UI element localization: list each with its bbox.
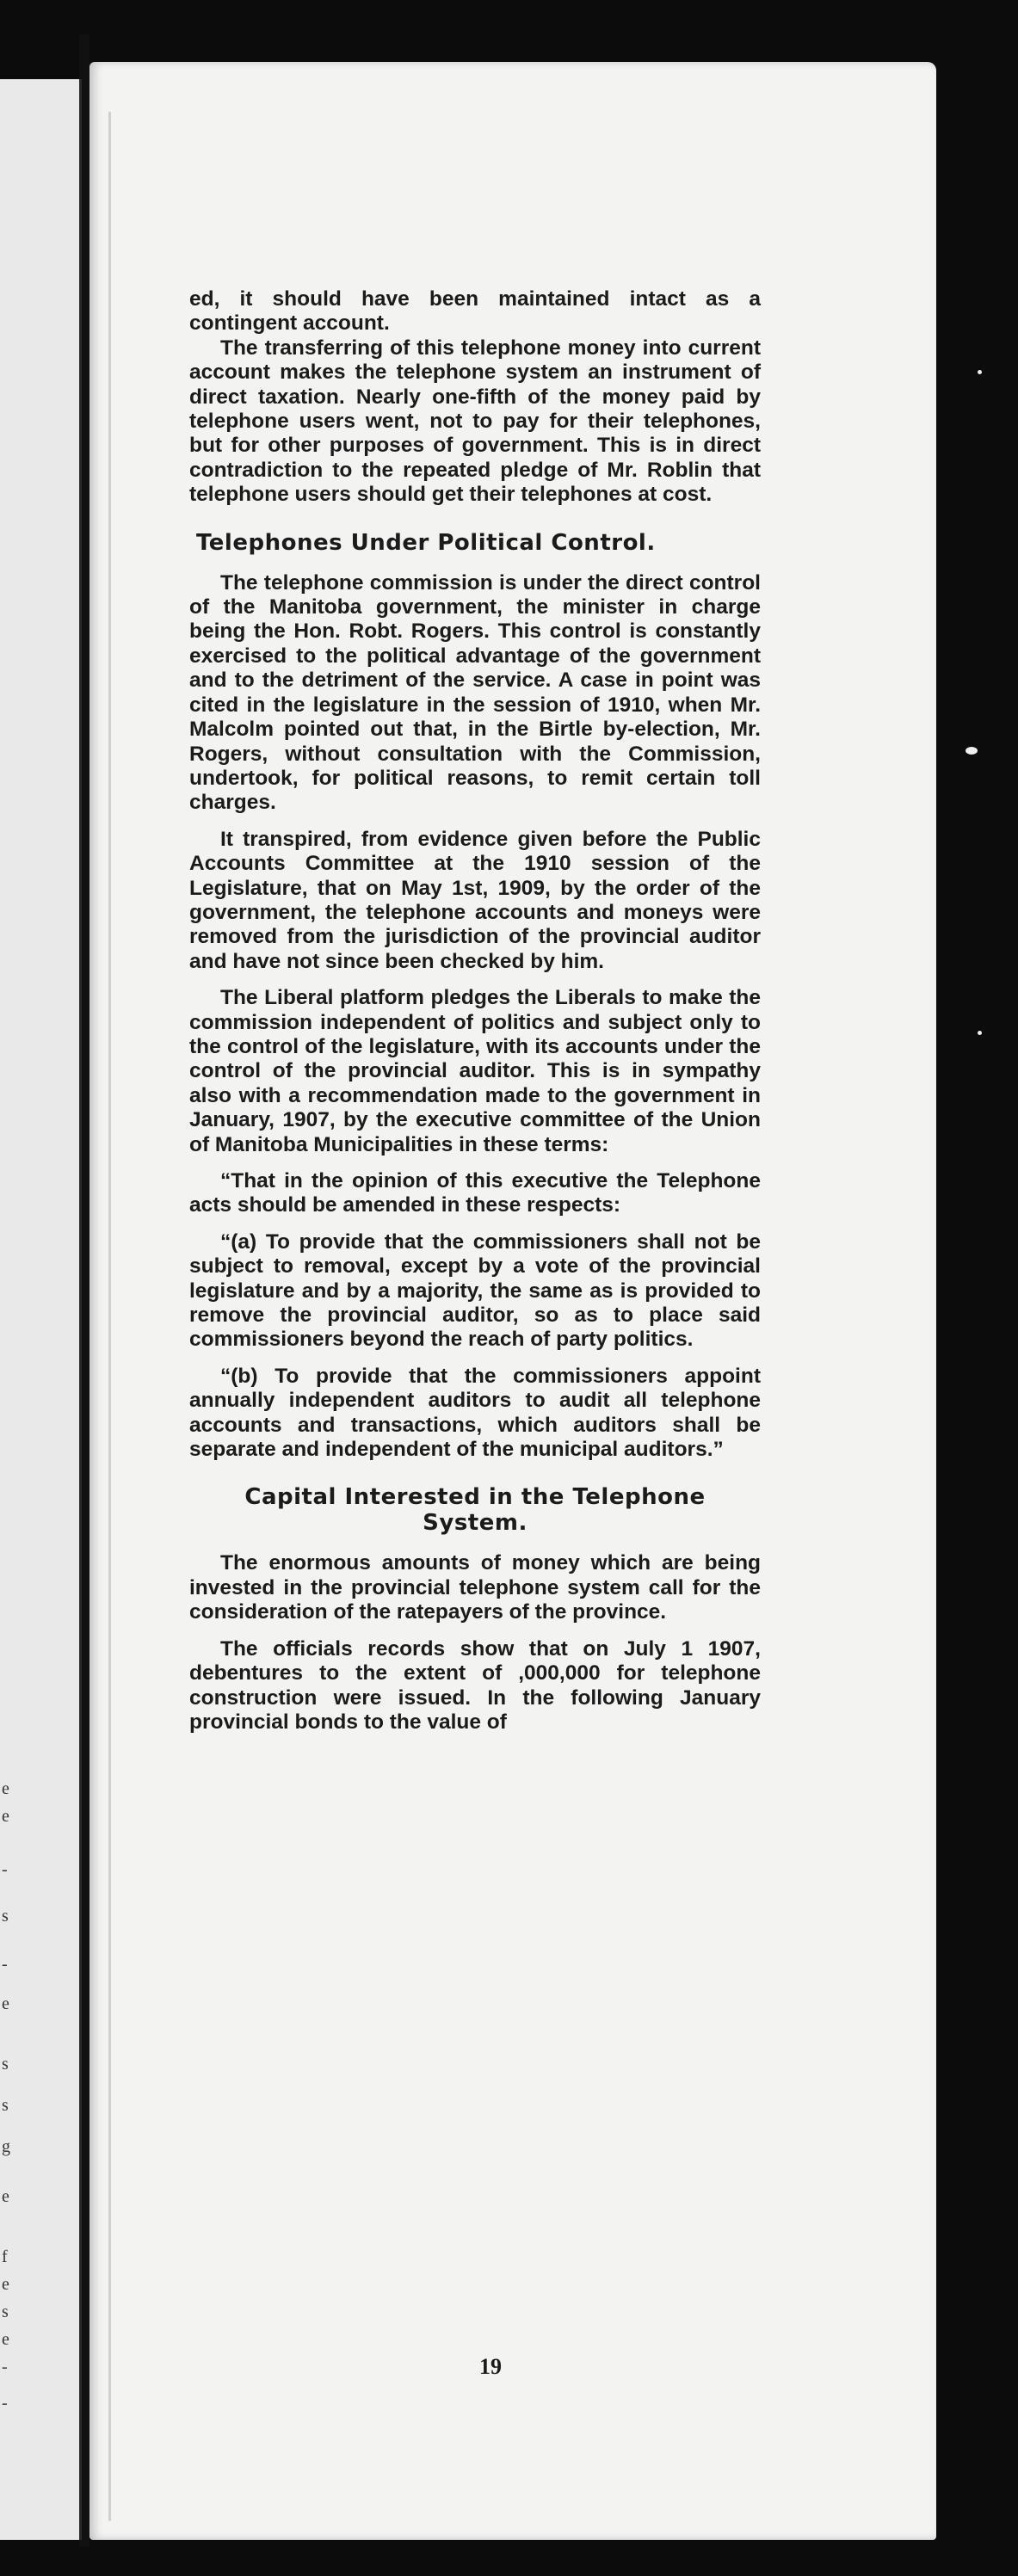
margin-fragment: e [2, 2330, 9, 2349]
paragraph: The transferring of this telephone money into current account makes the telephone system an instrument of direct taxation. Nearly one-fifth of the money paid by telephone users went, not to pay for their telephones, but for other purposes of government. This is in direct contradiction to the repeated pledge of Mr. Roblin that telephone users should get their telephones at cost. [189, 336, 761, 507]
paragraph: The officials records show that on July 1 1907, debentures to the extent of ,000,000 for telephone construction were issued. In the following January provincial bonds to the value of [189, 1636, 761, 1734]
margin-fragment: - [2, 1955, 8, 1974]
margin-fragment: s [2, 2055, 9, 2074]
paragraph: It transpired, from evidence given before the Public Accounts Committee at the 1910 session of the Legislature, that on May 1st, 1909, by the order of the government, the telephone accounts and moneys were removed from the jurisdiction of the provincial auditor and have not since been checked by him. [189, 827, 761, 973]
paragraph: The Liberal platform pledges the Liberals to make the commission independent of politics and subject only to the control of the legislature, with its accounts under the control of the provincial auditor. This is in sympathy also with a recommendation made to the government in January, 1907, by the executive committee of the Union of Manitoba Municipalities in these terms: [189, 986, 761, 1156]
paragraph: The enormous amounts of money which are being invested in the provincial telephone system call for the consideration of the ratepayers of the province. [189, 1551, 761, 1624]
margin-fragment: e [2, 2275, 9, 2294]
page-inner-edge [108, 112, 111, 2521]
scan-background-right [936, 34, 1018, 2564]
margin-fragment: e [2, 1807, 9, 1826]
paragraph: “(a) To provide that the commissioners shall not be subject to removal, except by a vote of the provincial legislature and by a majority, the same as is provided to remove the provincial auditor, so as to place said commissioners beyond the reach of party politics. [189, 1229, 761, 1352]
margin-fragment: e [2, 1994, 9, 2013]
margin-fragment: - [2, 2394, 8, 2413]
margin-fragment: s [2, 1907, 9, 1926]
margin-fragment: f [2, 2247, 8, 2266]
margin-fragment: e [2, 1779, 9, 1798]
scan-speck [978, 1031, 982, 1035]
scan-speck [978, 370, 982, 374]
paragraph: ed, it should have been maintained intact as a contingent account. [189, 287, 761, 336]
section-heading: Capital Interested in the Telephone System. [244, 1484, 706, 1537]
margin-fragment: s [2, 2096, 9, 2115]
margin-fragment: - [2, 2357, 8, 2376]
margin-fragment: e [2, 2187, 9, 2206]
page-number: 19 [479, 2354, 502, 2379]
paragraph: “(b) To provide that the commissioners appoint annually independent auditors to audit all telephone accounts and transactions, which auditors shall be separate and independent of the municipal auditors.” [189, 1364, 761, 1462]
section-heading: Telephones Under Political Control. [196, 529, 656, 556]
left-page-edge [0, 79, 82, 2540]
paragraph: The telephone commission is under the direct control of the Manitoba government, the minister in charge being the Hon. Robt. Rogers. This control is constantly exercised to the political advantage of the government and to the detriment of the service. A case in point was cited in the legislature in the session of 1910, when Mr. Malcolm pointed out that, in the Birtle by-election, Mr. Rogers, without consultation with the Commission, undertook, for political reasons, to remit certain toll charges. [189, 570, 761, 815]
margin-fragment: s [2, 2302, 9, 2321]
margin-fragment: - [2, 1860, 8, 1879]
text-column [189, 287, 761, 1735]
paragraph: “That in the opinion of this executive the Telephone acts should be amended in these respects: [189, 1169, 761, 1217]
margin-fragment: g [2, 2137, 10, 2156]
scan-speck [966, 747, 978, 755]
